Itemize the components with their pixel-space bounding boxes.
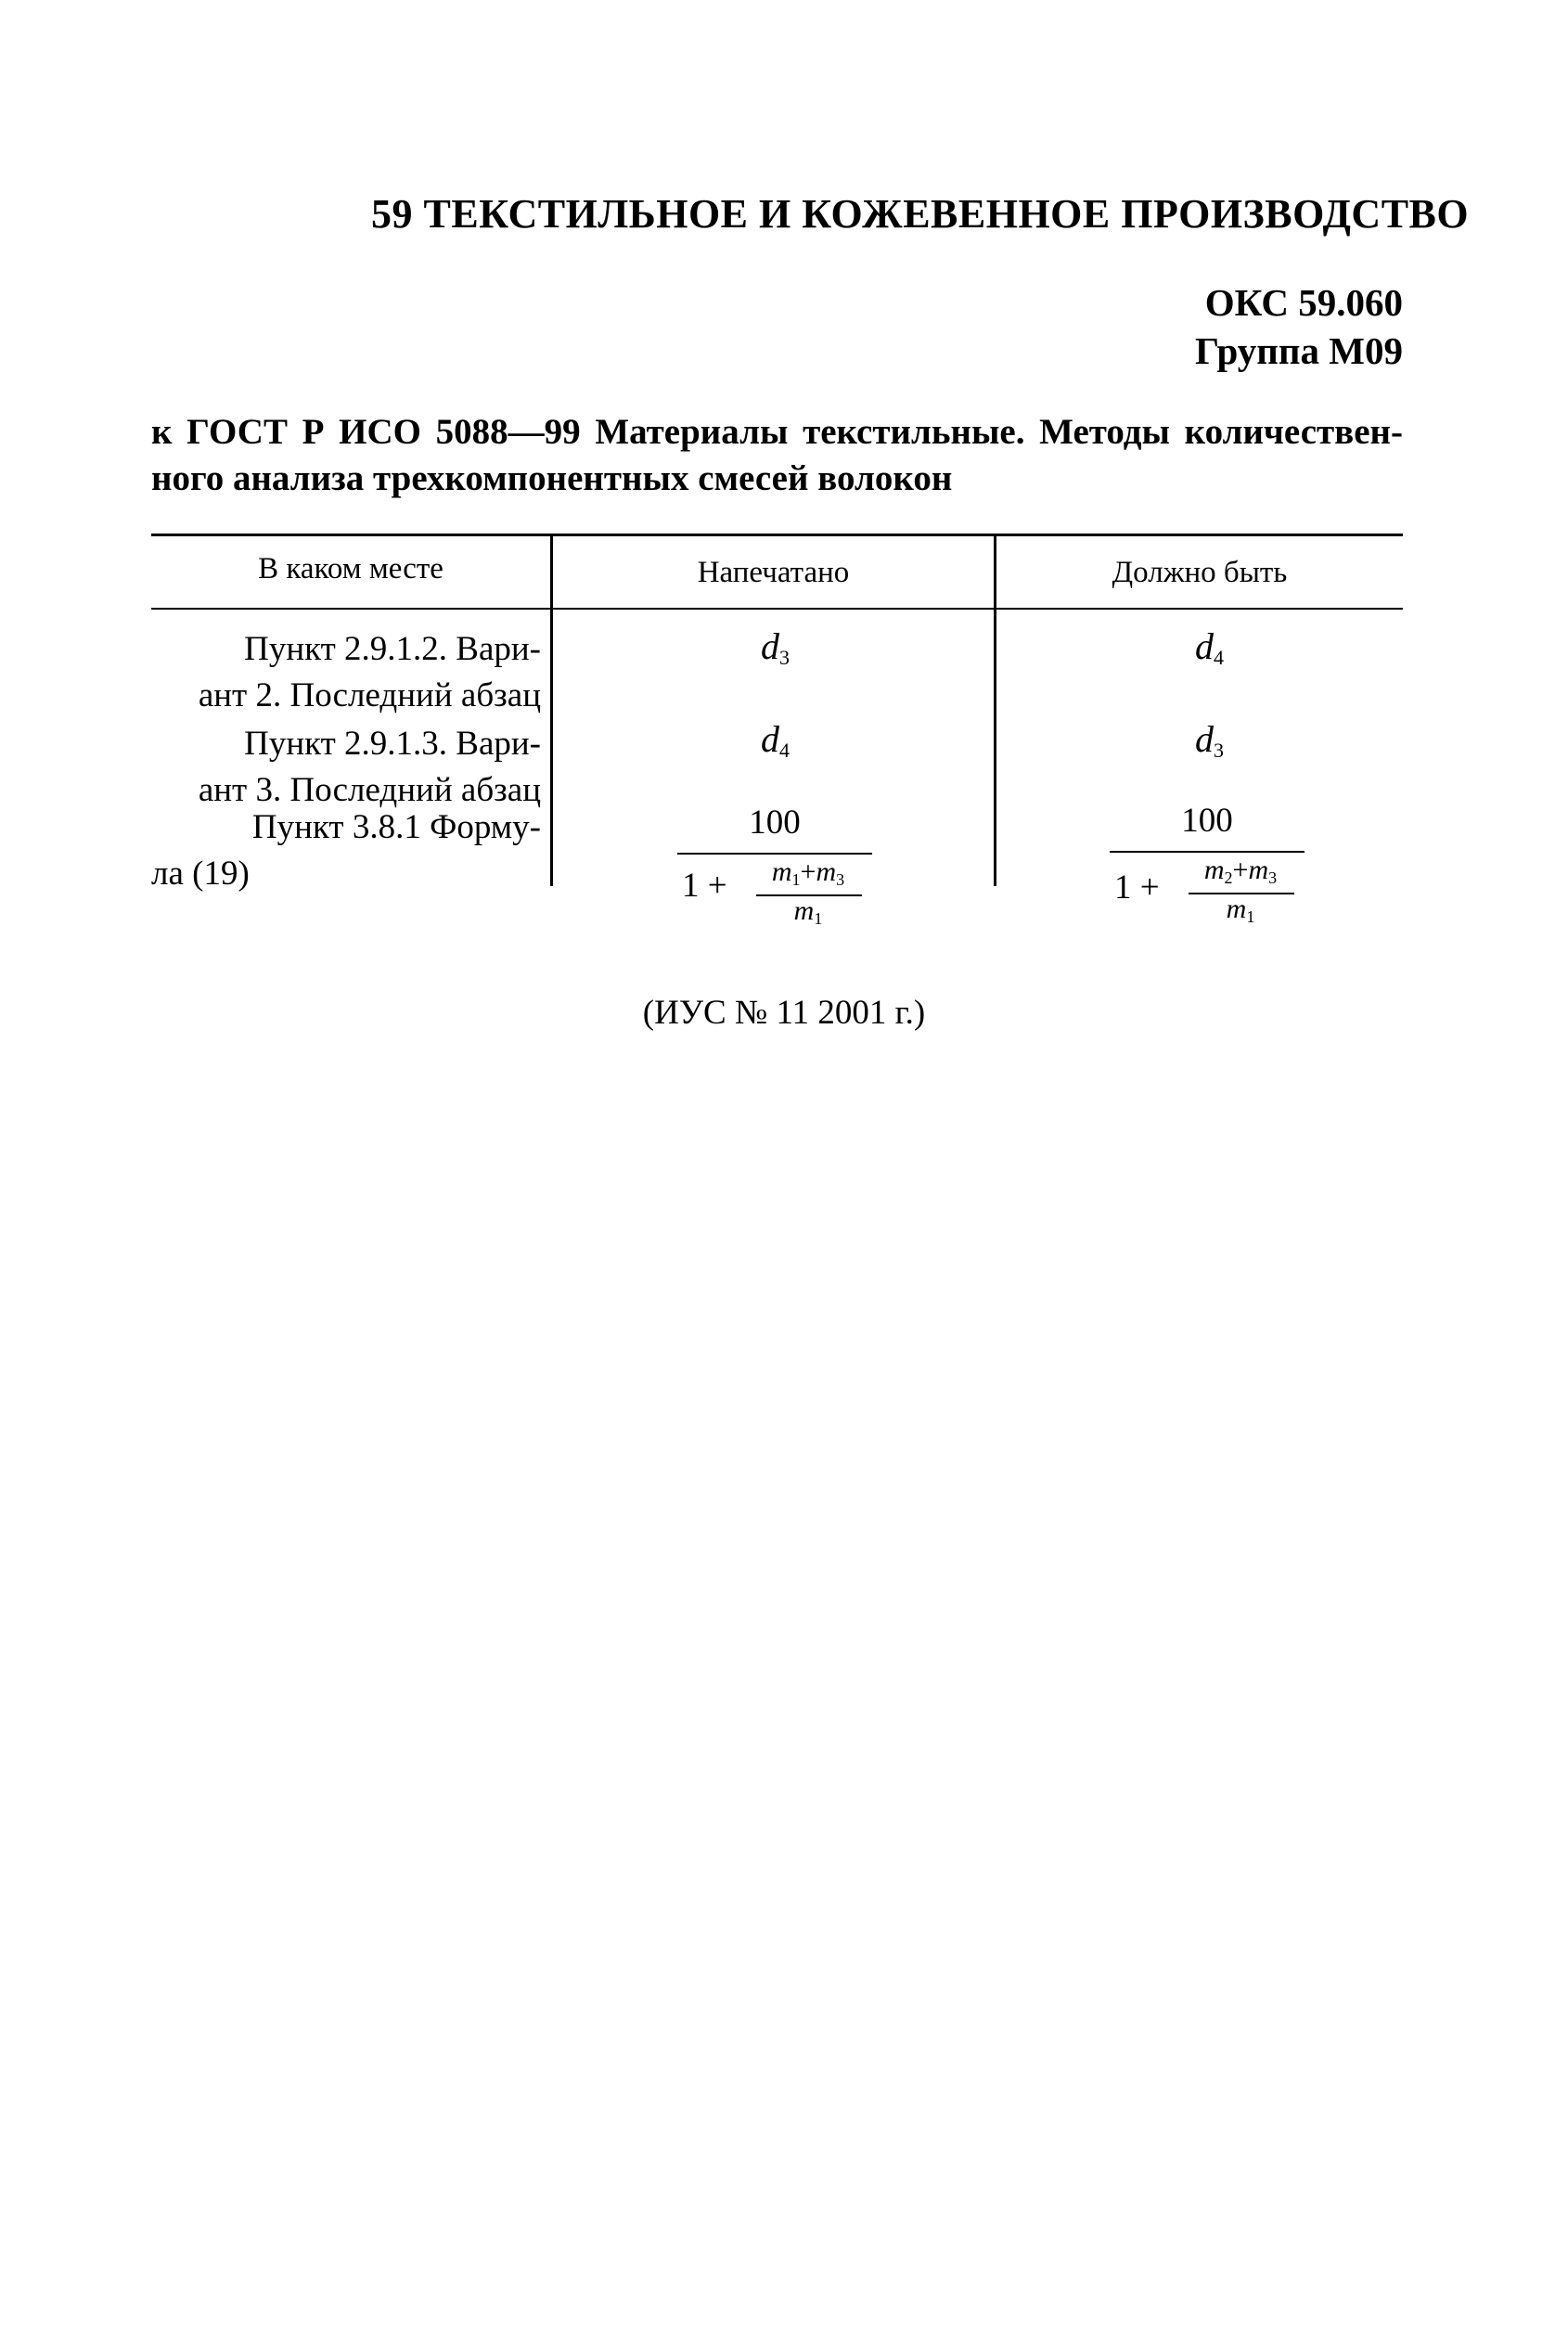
symbol-var: d	[1195, 625, 1214, 667]
inner-plus: +	[800, 856, 816, 887]
fraction-bar	[1110, 851, 1305, 853]
reference-line-2: ного анализа трехкомпонентных смесей волокон	[151, 458, 953, 498]
inner-denominator	[1185, 894, 1296, 927]
formula-numerator: 100	[1181, 802, 1233, 840]
reference-line-1: к ГОСТ Р ИСО 5088—99 Материалы текстильные. Методы количествен-	[151, 412, 1403, 452]
header-correct: Должно быть	[1112, 556, 1288, 589]
inner-denominator-sub: 1	[1246, 907, 1255, 926]
row-3-correct-formula	[1096, 801, 1318, 931]
symbol-var: d	[1195, 718, 1214, 760]
table-top-rule	[151, 534, 1403, 536]
symbol-sub: 3	[779, 646, 790, 669]
table-row-2-place	[151, 721, 541, 814]
header-printed: Напечатано	[697, 556, 850, 589]
section-heading: 59 ТЕКСТИЛЬНОЕ И КОЖЕВЕННОЕ ПРОИЗВОДСТВО	[371, 191, 1470, 237]
symbol-var: d	[761, 718, 779, 760]
classification-codes	[1195, 278, 1403, 375]
symbol-sub: 3	[1214, 739, 1224, 762]
corrections-table	[151, 534, 1403, 960]
inner-denominator-var: m	[793, 895, 815, 926]
row-2-place-line-1: Пункт 2.9.1.3. Вари-	[244, 725, 541, 763]
row-2-correct-value	[1195, 717, 1224, 763]
inner-numerator	[1185, 855, 1296, 888]
inner-var-b: m	[816, 856, 837, 887]
row-3-printed-formula	[663, 803, 886, 932]
group-code: Группа М09	[1195, 329, 1403, 372]
inner-plus: +	[1232, 855, 1249, 885]
inner-numerator	[752, 856, 864, 890]
symbol-sub: 4	[779, 739, 790, 762]
inner-var-a: m	[771, 856, 792, 887]
inner-var-a-sub: 2	[1224, 868, 1233, 887]
table-header-rule	[151, 608, 1403, 610]
inner-denominator	[752, 895, 864, 929]
inner-var-b-sub: 3	[1268, 868, 1278, 887]
inner-var-b-sub: 3	[836, 870, 845, 889]
row-2-place-line-2: ант 3. Последний абзац	[198, 771, 541, 809]
standard-reference	[151, 409, 1403, 502]
formula-one-plus: 1 +	[1114, 868, 1160, 907]
inner-var-b: m	[1248, 855, 1269, 885]
table-row-3-place	[151, 804, 541, 897]
row-1-printed-value	[761, 624, 790, 670]
formula-one-plus: 1 +	[682, 867, 727, 905]
table-row-1-place	[151, 626, 541, 719]
row-3-place-line-1: Пункт 3.8.1 Форму-	[251, 808, 541, 846]
symbol-sub: 4	[1214, 646, 1224, 669]
publication-reference: (ИУС № 11 2001 г.)	[642, 994, 926, 1032]
inner-var-a: m	[1203, 855, 1225, 885]
row-1-place-line-1: Пункт 2.9.1.2. Вари-	[244, 630, 541, 668]
inner-denominator-sub: 1	[814, 909, 823, 928]
fraction-bar	[677, 853, 872, 855]
inner-var-a-sub: 1	[791, 870, 801, 889]
symbol-var: d	[761, 625, 779, 667]
inner-denominator-var: m	[1226, 894, 1247, 924]
header-place: В каком месте	[258, 552, 443, 585]
row-1-place-line-2: ант 2. Последний абзац	[198, 676, 541, 714]
oks-code: ОКС 59.060	[1204, 281, 1403, 324]
row-3-place-line-2: ла (19)	[151, 855, 250, 893]
formula-numerator: 100	[749, 804, 801, 842]
row-1-correct-value	[1195, 624, 1224, 670]
row-2-printed-value	[761, 717, 790, 763]
